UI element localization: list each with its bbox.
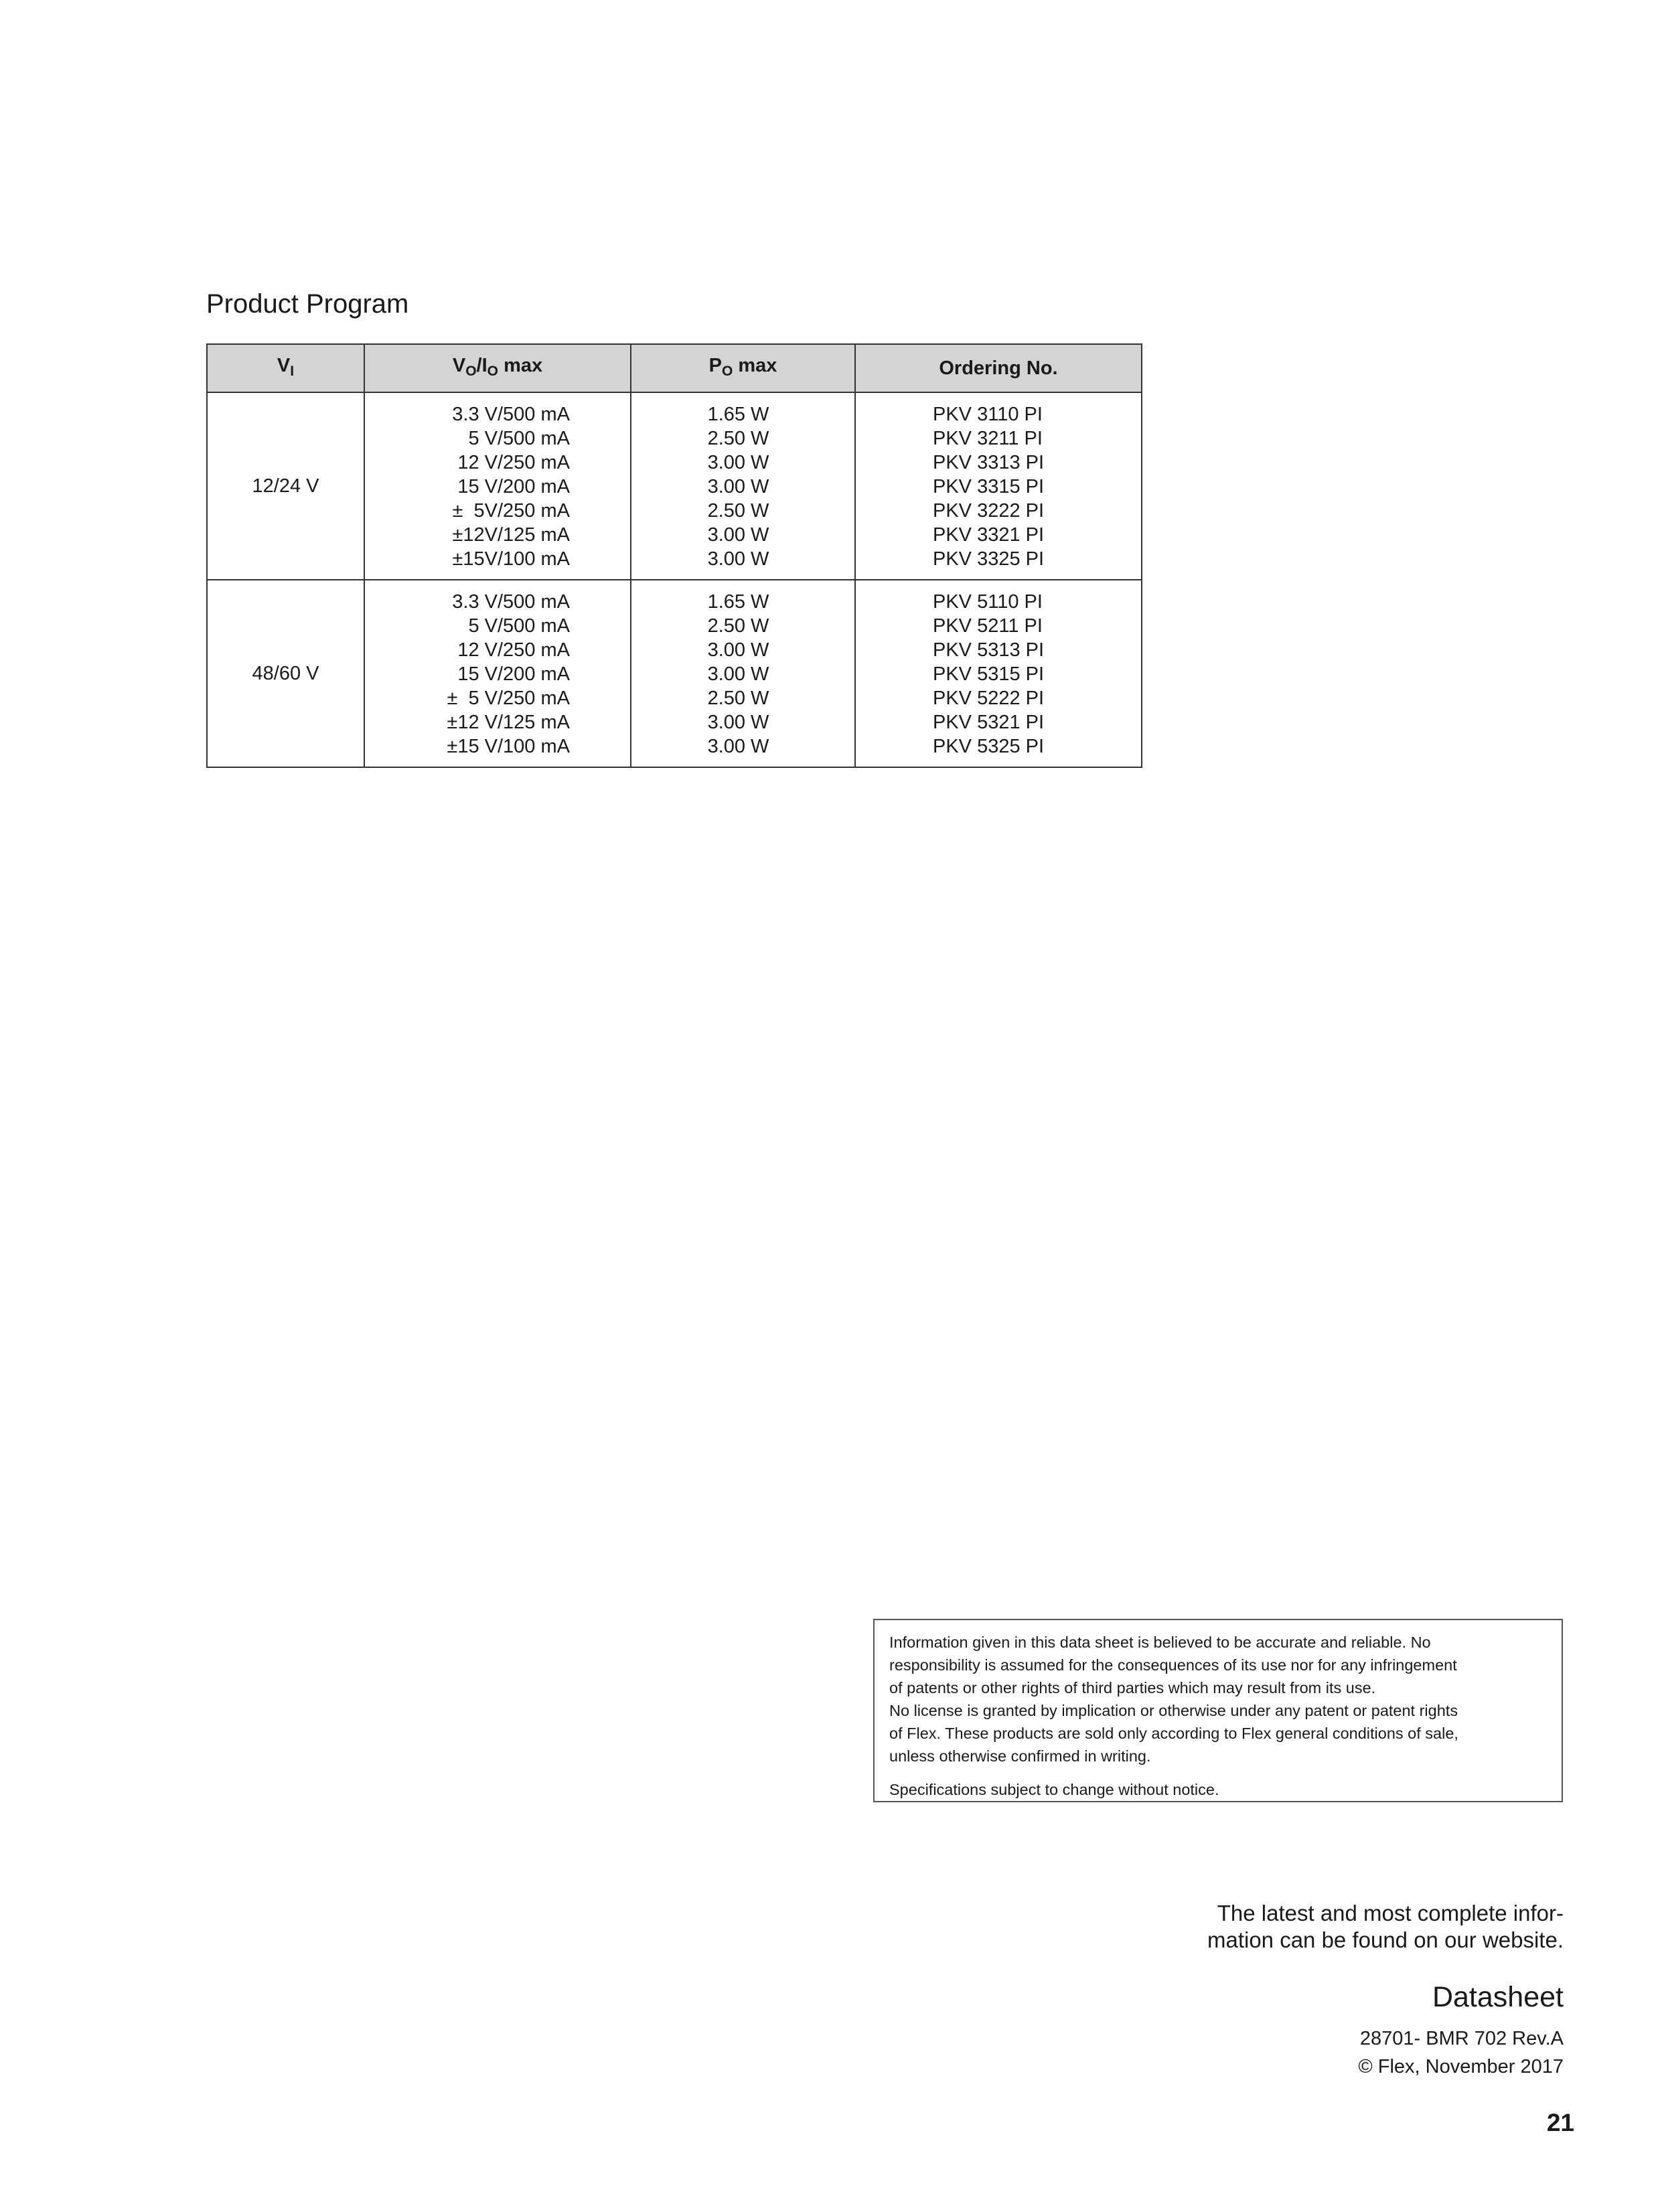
ordering-number: PKV 5321 PI xyxy=(933,712,1045,733)
po-value: 3.00 W xyxy=(707,452,769,473)
disclaimer-box xyxy=(873,1619,1563,1802)
po-value: 3.00 W xyxy=(707,663,769,685)
header-vo-io-max: $V_O/I_O$ max xyxy=(364,344,631,392)
header-vi: $V_I$ xyxy=(207,344,364,392)
vo-value: ±12V/125 mA xyxy=(452,524,570,546)
website-note xyxy=(1095,1900,1564,1954)
table-group-row xyxy=(207,392,1142,580)
vo-value: 3.3 V/500 mA xyxy=(452,591,570,613)
section-title: Product Program xyxy=(206,289,409,319)
po-value: 3.00 W xyxy=(707,524,769,546)
po-cell xyxy=(631,392,855,580)
ordering-cell xyxy=(855,580,1142,767)
page-number: 21 xyxy=(1546,2109,1574,2136)
website-note-line: The latest and most complete infor- xyxy=(1217,1901,1564,1925)
disclaimer-line: of Flex. These products are sold only according to Flex general conditions of sale, xyxy=(889,1725,1458,1742)
ordering-number: PKV 5325 PI xyxy=(933,736,1045,757)
po-value: 2.50 W xyxy=(707,688,769,709)
ordering-number: PKV 5315 PI xyxy=(933,663,1045,685)
vo-cell xyxy=(364,580,631,767)
disclaimer-line: No license is granted by implication or otherwise under any patent or patent rights xyxy=(889,1702,1458,1719)
header-ordering-no: Ordering No. xyxy=(855,344,1142,392)
ordering-number: PKV 3321 PI xyxy=(933,524,1045,546)
header-po-max: $P_O$ max xyxy=(631,344,855,392)
vo-value: 15 V/200 mA xyxy=(457,663,570,685)
vo-value: 3.3 V/500 mA xyxy=(452,404,570,425)
disclaimer-line: Information given in this data sheet is believed to be accurate and reliable. No xyxy=(889,1634,1431,1651)
ordering-number: PKV 5110 PI xyxy=(933,591,1043,613)
table-group-row xyxy=(207,580,1142,767)
po-cell xyxy=(631,580,855,767)
po-value: 3.00 W xyxy=(707,712,769,733)
vo-value: ±15 V/100 mA xyxy=(447,736,570,757)
table-header-row xyxy=(207,344,1142,392)
vi-cell: 12/24 V xyxy=(207,392,364,580)
ordering-number: PKV 5211 PI xyxy=(933,615,1043,637)
vo-value: 5 V/500 mA xyxy=(468,428,570,449)
po-value: 3.00 W xyxy=(707,736,769,757)
ordering-number: PKV 5222 PI xyxy=(933,688,1045,709)
po-value: 2.50 W xyxy=(707,500,769,522)
vo-value: 15 V/200 mA xyxy=(457,476,570,497)
po-value: 1.65 W xyxy=(707,404,769,425)
ordering-number: PKV 5313 PI xyxy=(933,639,1045,661)
vi-cell: 48/60 V xyxy=(207,580,364,767)
po-value: 3.00 W xyxy=(707,639,769,661)
document-type: Datasheet xyxy=(1432,1981,1564,2013)
copyright-line: © Flex, November 2017 xyxy=(1358,2056,1564,2077)
ordering-number: PKV 3325 PI xyxy=(933,548,1045,570)
vo-value: ± 5V/250 mA xyxy=(452,500,570,522)
disclaimer-line: unless otherwise confirmed in writing. xyxy=(889,1747,1151,1765)
vo-value: ± 5 V/250 mA xyxy=(447,688,570,709)
po-value: 3.00 W xyxy=(707,476,769,497)
vo-value: 12 V/250 mA xyxy=(457,452,570,473)
ordering-cell xyxy=(855,392,1142,580)
po-value: 3.00 W xyxy=(707,548,769,570)
po-value: 2.50 W xyxy=(707,615,769,637)
ordering-number: PKV 3315 PI xyxy=(933,476,1045,497)
vo-value: 5 V/500 mA xyxy=(468,615,570,637)
po-value: 1.65 W xyxy=(707,591,769,613)
vo-value: ±12 V/125 mA xyxy=(447,712,570,733)
vo-cell xyxy=(364,392,631,580)
product-program-table xyxy=(206,343,1142,768)
ordering-number: PKV 3211 PI xyxy=(933,428,1043,449)
vo-value: 12 V/250 mA xyxy=(457,639,570,661)
po-value: 2.50 W xyxy=(707,428,769,449)
ordering-number: PKV 3222 PI xyxy=(933,500,1045,522)
ordering-number: PKV 3110 PI xyxy=(933,404,1043,425)
website-note-line: mation can be found on our website. xyxy=(1207,1927,1564,1952)
disclaimer-line: responsibility is assumed for the consequences of its use nor for any infringement xyxy=(889,1656,1457,1674)
document-number: 28701- BMR 702 Rev.A xyxy=(1359,2028,1564,2049)
change-notice: Specifications subject to change without notice. xyxy=(889,1781,1219,1798)
vo-value: ±15V/100 mA xyxy=(452,548,570,570)
document-reference xyxy=(1358,2025,1564,2081)
ordering-number: PKV 3313 PI xyxy=(933,452,1045,473)
disclaimer-line: of patents or other rights of third parties which may result from its use. xyxy=(889,1679,1376,1696)
